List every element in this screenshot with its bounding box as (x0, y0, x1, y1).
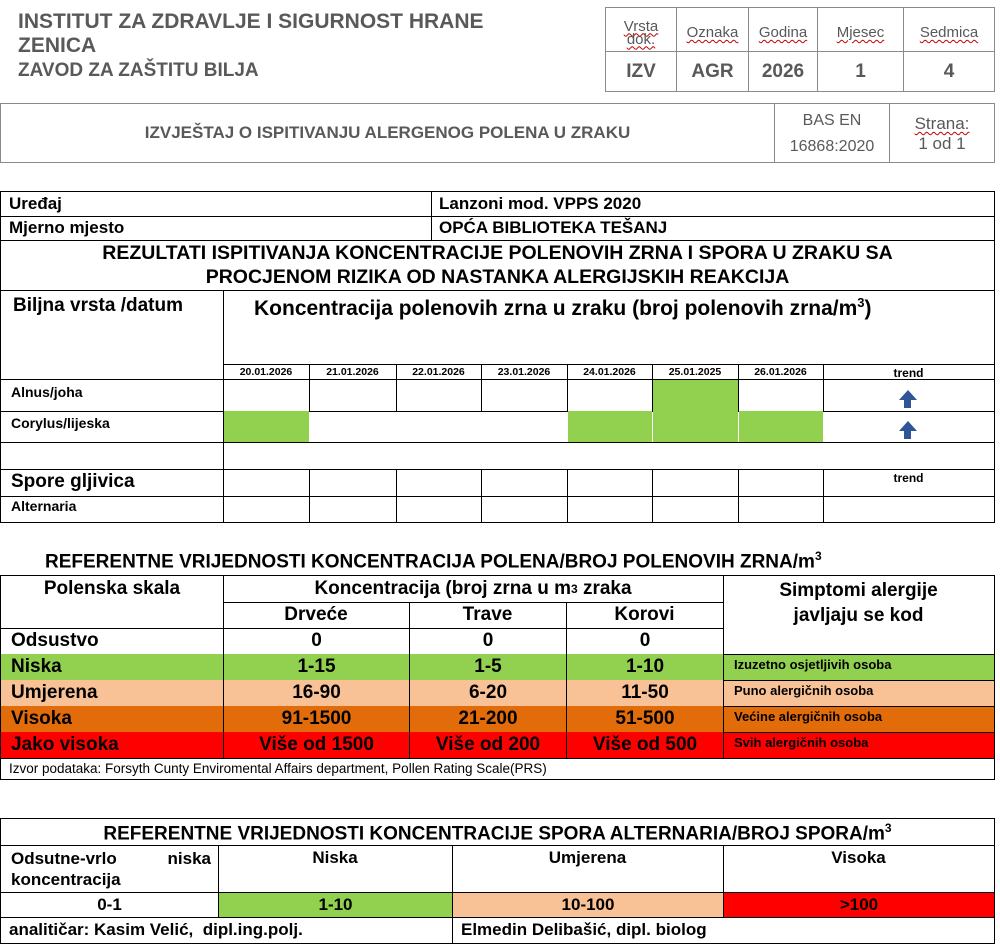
biologist-signature: Elmedin Delibašić, dipl. biolog (461, 920, 707, 939)
spore-reference-title (1, 821, 994, 845)
code-label-line: Godina (758, 24, 808, 41)
scale-level: Visoka (1, 706, 223, 732)
scale-value: 11-50 (567, 680, 723, 706)
scale-level: Umjerena (1, 680, 223, 706)
symptom-text: Puno alergičnih osoba (724, 680, 994, 706)
device-value: Lanzoni mod. VPPS 2020 (439, 194, 642, 213)
code-label-line: Oznaka (686, 24, 739, 41)
concentration-header-text: Koncentracija polenovih zrna u zraku (broj polenovih zrna/m (254, 297, 858, 320)
code-value-4: 4 (903, 51, 994, 91)
results-title-line1: REZULTATI ISPITIVANJA KONCENTRACIJE POLENOVIH ZRNA I SPORA U ZRAKU SA (102, 242, 893, 264)
standard-line1: BAS EN (802, 112, 862, 129)
document-codes-table (605, 7, 995, 92)
spore-header: Umjerena (548, 848, 627, 867)
spore-value: 10-100 (453, 893, 723, 917)
scale-value: Više od 200 (410, 732, 566, 758)
spore-header: Niska (312, 848, 358, 867)
analyst-signature: analitičar: Kasim Velić, dipl.ing.polj. (9, 920, 303, 939)
trend-up-icon (899, 421, 917, 431)
device-label: Uređaj (9, 194, 62, 213)
spore-header-absent (11, 848, 211, 890)
scale-value: 0 (639, 630, 651, 651)
symptoms-header-line2: javljaju se kod (793, 605, 924, 626)
date-header: 23.01.2026 (497, 365, 551, 378)
results-table (0, 191, 995, 523)
spore-value: >100 (724, 893, 994, 917)
results-title-line2: PROCJENOM RIZIKA OD NASTANKA ALERGIJSKIH REAKCIJA (205, 266, 790, 288)
pollen-reference-title (45, 549, 822, 573)
code-value-1: AGR (676, 51, 748, 91)
symptom-text: Svih alergičnih osoba (724, 732, 994, 758)
page-value: 1 od 1 (918, 134, 966, 153)
spore-reference-title-text: REFERENTNE VRIJEDNOSTI KONCENTRACIJE SPORA ALTERNARIA/BROJ SPORA/m (103, 823, 885, 845)
scale-level: Odsustvo (11, 630, 99, 651)
code-label-3 (817, 8, 903, 51)
code-label-0 (606, 8, 676, 51)
trend-up-icon (899, 390, 917, 400)
code-value-2: 2026 (748, 51, 817, 91)
code-label-line: Vrsta (623, 17, 659, 35)
scale-value: 91-1500 (224, 706, 409, 732)
spore-header-absent-line1: Odsutne-vrlo niska (11, 849, 211, 868)
page-label: Strana: (914, 114, 970, 133)
scale-value: Više od 1500 (224, 732, 409, 758)
species-name: Corylus/lijeska (11, 415, 110, 431)
trend-header: trend (893, 365, 924, 380)
date-header: 24.01.2026 (583, 365, 636, 378)
standard-line2: 16868:2020 (789, 138, 875, 155)
pollen-reference-table (0, 575, 995, 780)
date-header: 22.01.2026 (412, 365, 465, 378)
location-label: Mjerno mjesto (9, 218, 125, 237)
spore-trend-header: trend (893, 471, 924, 485)
spore-header-absent-line2: koncentracija (11, 870, 121, 889)
scale-value: 6-20 (410, 680, 566, 706)
symptom-text: Većine alergičnih osoba (724, 706, 994, 732)
spore-value: 1-10 (219, 893, 452, 917)
report-title: IZVJEŠTAJ O ISPITIVANJU ALERGENOG POLENA U ZRAKU (144, 123, 631, 142)
code-label-1 (676, 8, 748, 51)
spore-reference-title-sup: 3 (884, 821, 892, 835)
scale-value: 1-5 (410, 654, 566, 680)
code-label-2 (748, 8, 817, 51)
concentration-ref-header-sup: 3 (570, 582, 578, 596)
scale-value: 16-90 (224, 680, 409, 706)
species-header: Biljna vrsta /datum (13, 295, 183, 316)
scale-value: 1-15 (224, 654, 409, 680)
results-title (1, 241, 994, 289)
concentration-ref-header-text: Koncentracija (broj zrna u m (314, 578, 571, 599)
concentration-header (254, 295, 872, 321)
date-header: 21.01.2026 (326, 365, 379, 378)
report-header-box (0, 103, 995, 163)
code-label-4 (903, 8, 994, 51)
scale-level: Jako visoka (1, 732, 223, 758)
scale-level: Niska (1, 654, 223, 680)
pollen-reference-title-sup: 3 (814, 549, 822, 563)
symptoms-header-line1: Simptomi alergije (779, 580, 938, 601)
concentration-cell-niska (224, 411, 309, 442)
pollen-reference-title-text: REFERENTNE VRIJEDNOSTI KONCENTRACIJA POLENA/BROJ POLENOVIH ZRNA/m (45, 551, 815, 573)
department-name: ZAVOD ZA ZAŠTITU BILJA (18, 60, 259, 81)
trend-up-icon-stem (904, 431, 911, 439)
species-name: Alnus/joha (11, 384, 83, 400)
symptoms-header (723, 578, 994, 628)
institute-line1: INSTITUT ZA ZDRAVLJE I SIGURNOST HRANE (18, 10, 484, 33)
column-header: Korovi (614, 604, 675, 625)
concentration-ref-header-tail: zraka (577, 578, 632, 599)
column-header: Drveće (284, 604, 348, 625)
concentration-header-sup: 3 (857, 295, 865, 310)
scale-value: 0 (311, 630, 322, 651)
code-value-3: 1 (817, 51, 903, 91)
concentration-cell-niska (653, 411, 738, 442)
spore-name: Alternaria (11, 498, 77, 514)
source-note: Izvor podataka: Forsyth Cunty Enviromental Affairs department, Pollen Rating Scale(PRS) (9, 761, 547, 776)
scale-value: Više od 500 (567, 732, 723, 758)
spore-reference-table (0, 818, 995, 944)
symptom-text: Izuzetno osjetljivih osoba (724, 654, 994, 680)
scale-header: Polenska skala (43, 578, 181, 599)
concentration-cell-niska (653, 380, 738, 411)
concentration-header-tail: ) (864, 297, 872, 320)
scale-value: 51-500 (567, 706, 723, 732)
code-label-line: dok. (626, 30, 656, 48)
concentration-ref-header (223, 576, 723, 602)
code-value-0: IZV (606, 51, 676, 91)
date-header: 20.01.2026 (239, 365, 293, 378)
code-label-line: Mjesec (836, 24, 885, 41)
code-label-line: Sedmica (919, 24, 979, 41)
scale-value: 0 (482, 630, 494, 651)
scale-value: 21-200 (410, 706, 566, 732)
date-header: 26.01.2026 (754, 365, 807, 378)
institute-name (18, 10, 598, 83)
concentration-cell-niska (739, 411, 823, 442)
spore-header: Spore gljivica (11, 471, 135, 492)
date-header: 25.01.2025 (668, 365, 722, 378)
location-value: OPĆA BIBLIOTEKA TEŠANJ (439, 218, 668, 237)
scale-value: 1-10 (567, 654, 723, 680)
spore-value: 0-1 (97, 895, 122, 914)
concentration-cell-niska (568, 411, 652, 442)
column-header: Trave (462, 604, 513, 625)
institute-line2: ZENICA (18, 34, 97, 57)
spore-header: Visoka (831, 848, 886, 867)
trend-up-icon-stem (904, 400, 911, 408)
